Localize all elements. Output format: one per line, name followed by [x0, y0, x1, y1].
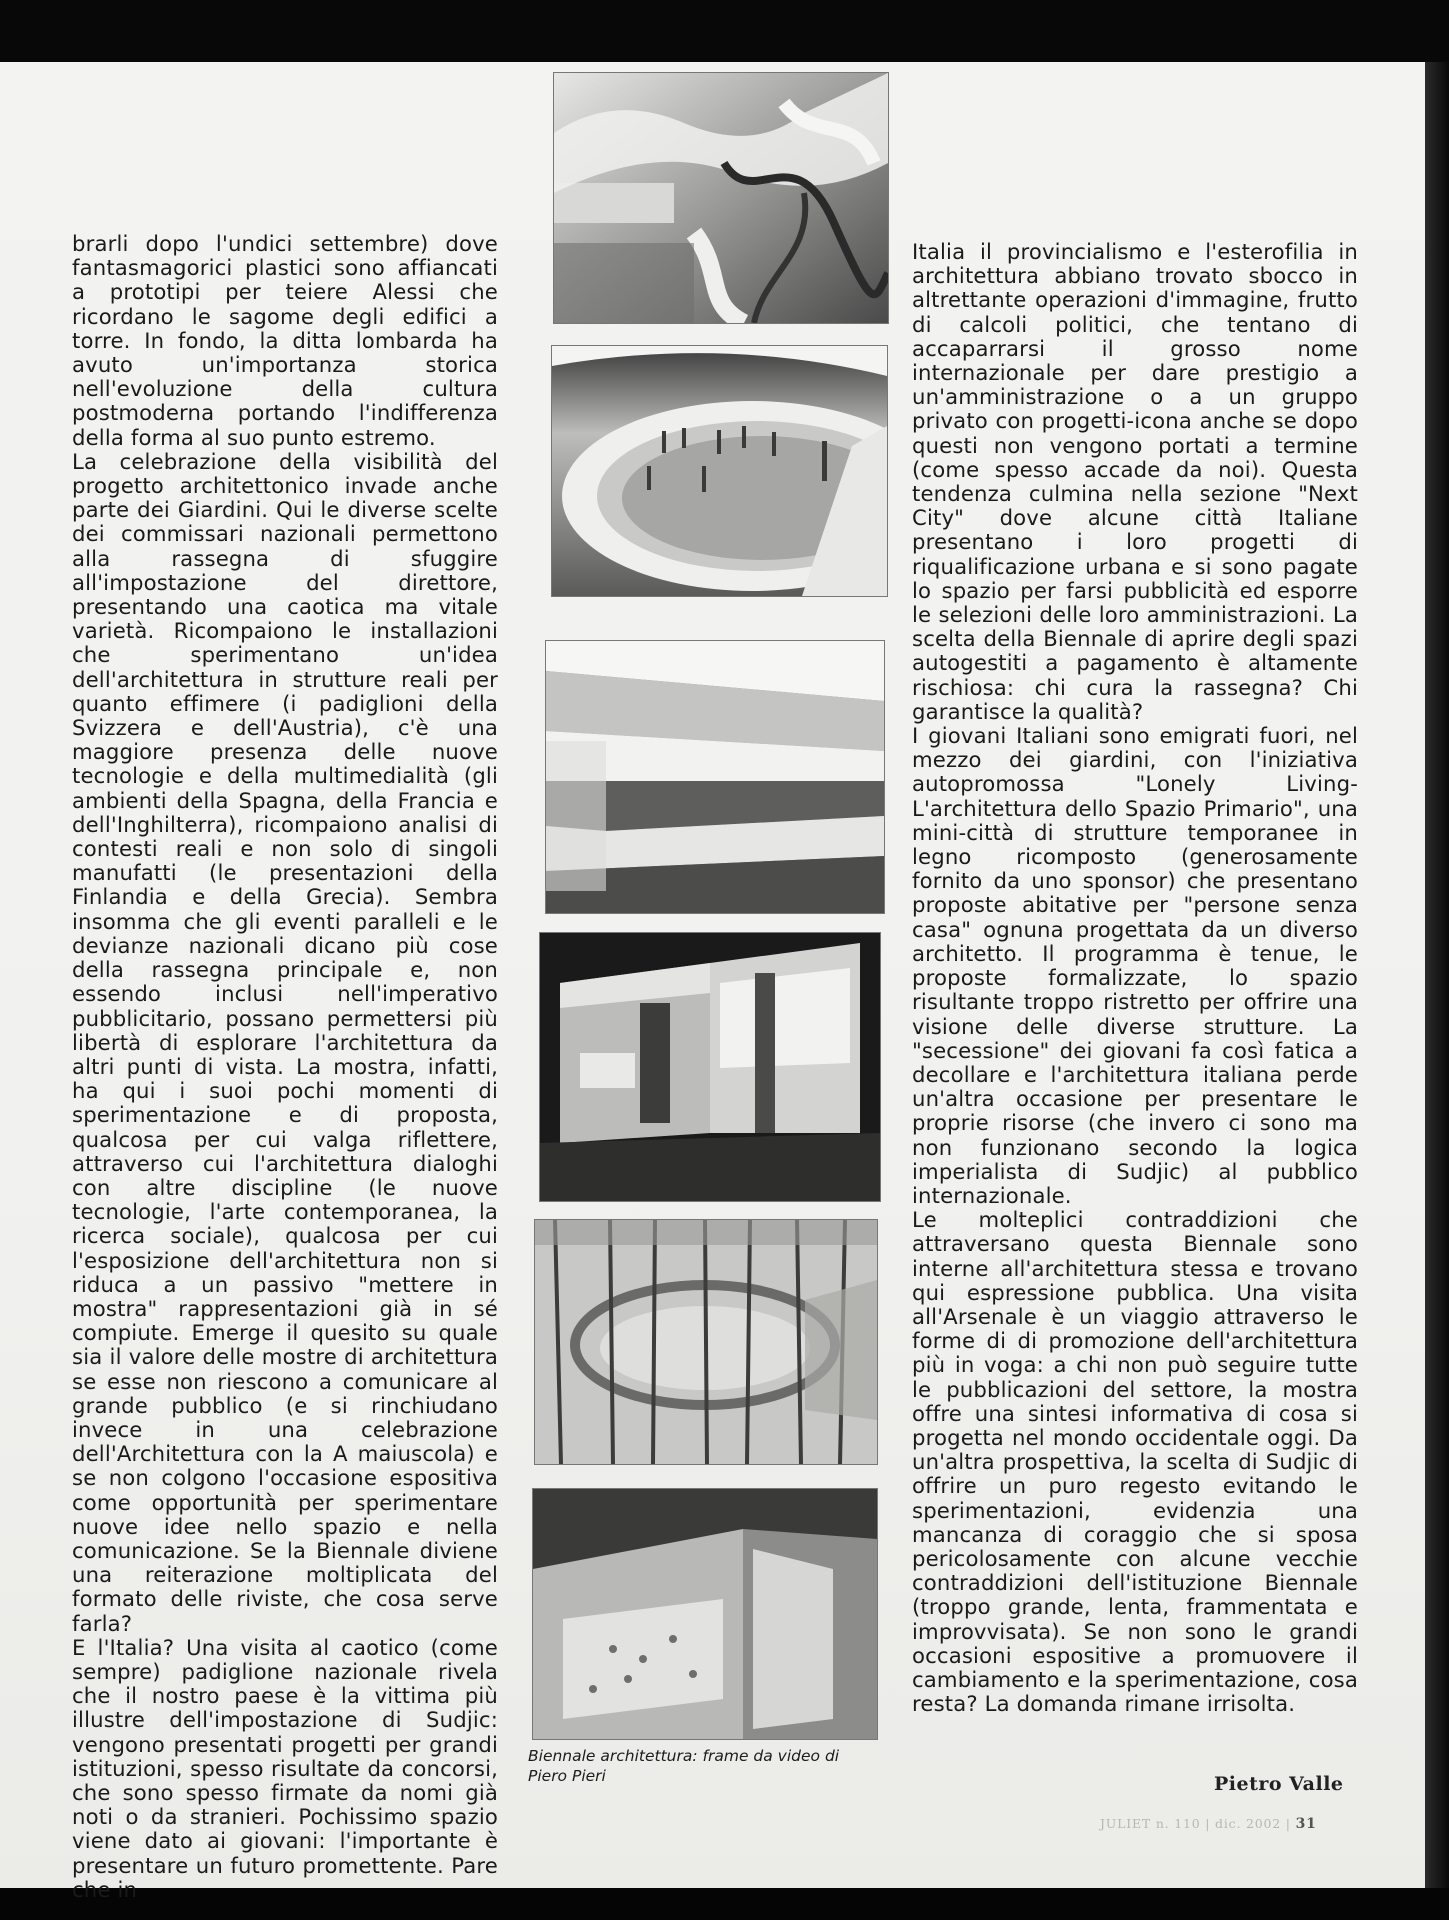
footer-magazine: JULIET n. 110: [1100, 1816, 1201, 1831]
left-paragraph-1: brarli dopo l'undici settembre) dove fantasmagorici plastici sono affiancati a prototipi per teiere Alessi che ricordano le sagome degli edifici a torre. In fondo, la ditta lombarda ha avuto un'importanza storica nell'evoluzione della cultura postmoderna portando l'indifferenza della forma al suo punto estremo.: [72, 231, 498, 450]
author-signature: Pietro Valle: [1214, 1773, 1344, 1795]
video-frame-4: [539, 932, 881, 1202]
scan-top-border: [0, 0, 1449, 70]
left-paragraph-2: La celebrazione della visibilità del progetto architettonico invade anche parte dei Giardini. Qui le diverse scelte dei commissari nazionali permettono alla rassegna di sfuggire all'impostazione del direttore, presentando una caotica ma vitale varietà. Ricompaiono le installazioni che sperimentano un'idea dell'architettura in strutture reali per quanto effimere (i padiglioni della Svizzera e dell'Austria), c'è una maggiore presenza delle nuove tecnologie e della multimedialità (gli ambienti della Spagna, della Francia e dell'Inghilterra), ricompaiono analisi di contesti reali e non solo di singoli manufatti (le presentazioni della Finlandia e della Grecia). Sembra insomma che gli eventi paralleli e le devianze nazionali dicano più cose della rassegna principale e, non essendo inclusi nell'imperativo pubblicitario, possano permettersi più libertà di esplorare l'architettura da altri punti di vista. La mostra, infatti, ha qui i suoi pochi momenti di sperimentazione e di proposta, qualcosa per cui valga riflettere, attraverso cui l'architettura dialoghi con altre discipline (le nuove tecnologie, l'arte contemporanea, la ricerca sociale), qualcosa per cui l'esposizione dell'architettura non si riduca a un passivo "mettere in mostra" rappresentazioni già in sé compiute. Emerge il quesito su quale sia il valore delle mostre di architettura se esse non riescono a comunicare al grande pubblico (e si rinchiudano invece in una celebrazione dell'Architettura con la A maiuscola) e se non colgono l'occasione espositiva come opportunità per sperimentare nuove idee nello spazio e nella comunicazione. Se la Biennale diviene una reiterazione moltiplicata del formato delle riviste, che cosa serve farla?: [72, 448, 498, 1636]
page-edge-shadow: [1425, 62, 1449, 1888]
page-number: 31: [1295, 1816, 1317, 1832]
footer-date: dic. 2002: [1215, 1816, 1282, 1831]
article-column-right: [912, 240, 1358, 1716]
photo-caption: Biennale architettura: frame da video di Piero Pieri: [528, 1747, 840, 1785]
right-paragraph-2: I giovani Italiani sono emigrati fuori, nel mezzo dei giardini, con l'iniziativa autopromossa "Lonely Living-L'architettura dello Spazio Primario", una mini-città di strutture temporanee in legno ricomposto (generosamente fornito da uno sponsor) che presentano proposte abitative per "persone senza casa" ognuna progettata da un diverso architetto. Il programma è tenue, le proposte formalizzate, lo spazio risultante troppo ristretto per offrire una visione delle diverse strutture. La "secessione" dei giovani fa così fatica a decollare e l'architettura italiana perde un'altra occasione per presentare le proprie risorse (che invero ci sono ma non funzionano secondo la logica imperialista di Sudjic) al pubblico internazionale.: [912, 723, 1358, 1208]
video-frame-5: [534, 1219, 878, 1465]
right-paragraph-3: Le molteplici contraddizioni che attraversano questa Biennale sono interne all'architettura stessa e trovano qui espressione pubblica. Una visita all'Arsenale è un viaggio attraverso le forme di di promozione dell'architettura più in voga: a chi non può seguire tutte le pubblicazioni del settore, la mostra offre una sintesi informativa di cosa si progetta nel mondo occidentale oggi. Da un'altra prospettiva, la scelta di Sudjic di offrire un puro regesto evitando le sperimentazioni, evidenzia una mancanza di coraggio che si sposa pericolosamente con alcune vecchie contraddizioni dell'istituzione Biennale (troppo grande, lenta, frammentata e improvvisata). Se non sono le grandi occasioni espositive a promuovere il cambiamento e la sperimentazione, cosa resta? La domanda rimane irrisolta.: [912, 1207, 1358, 1717]
video-frame-3: [545, 640, 885, 914]
article-column-left: [72, 232, 498, 1902]
right-paragraph-1: Italia il provincialismo e l'esterofilia in architettura abbiano trovato sbocco in altrettante operazioni d'immagine, frutto di calcoli politici, che tentano di accaparrarsi il grosso nome internazionale per dare prestigio a un'amministrazione o a un gruppo privato con progetti-icona anche se dopo questi non vengono portati a termine (come spesso accade da noi). Questa tendenza culmina nella sezione "Next City" dove alcune città Italiane presentano i loro progetti di riqualificazione urbana e si sono pagate lo spazio per farsi pubblicità ed esporre le selezioni delle loro amministrazioni. La scelta della Biennale di aprire degli spazi autogestiti a pagamento è altamente rischiosa: chi cura la rassegna? Chi garantisce la qualità?: [912, 239, 1358, 724]
video-frame-6: [532, 1488, 878, 1740]
video-frame-1: [553, 72, 889, 324]
video-frame-2: [551, 345, 888, 597]
left-paragraph-3: E l'Italia? Una visita al caotico (come sempre) padiglione nazionale rivela che il nostro paese è la vittima più illustre dell'impostazione di Sudjic: vengono presentati progetti per grandi istituzioni, spesso risultate da concorsi, che sono spesso firmate da nomi già noti o da stranieri. Pochissimo spazio viene dato ai giovani: l'importante è presentare un futuro promettente. Pare che in: [72, 1634, 498, 1902]
page-footer: JULIET n. 110 | dic. 2002 | 31: [1100, 1816, 1317, 1832]
